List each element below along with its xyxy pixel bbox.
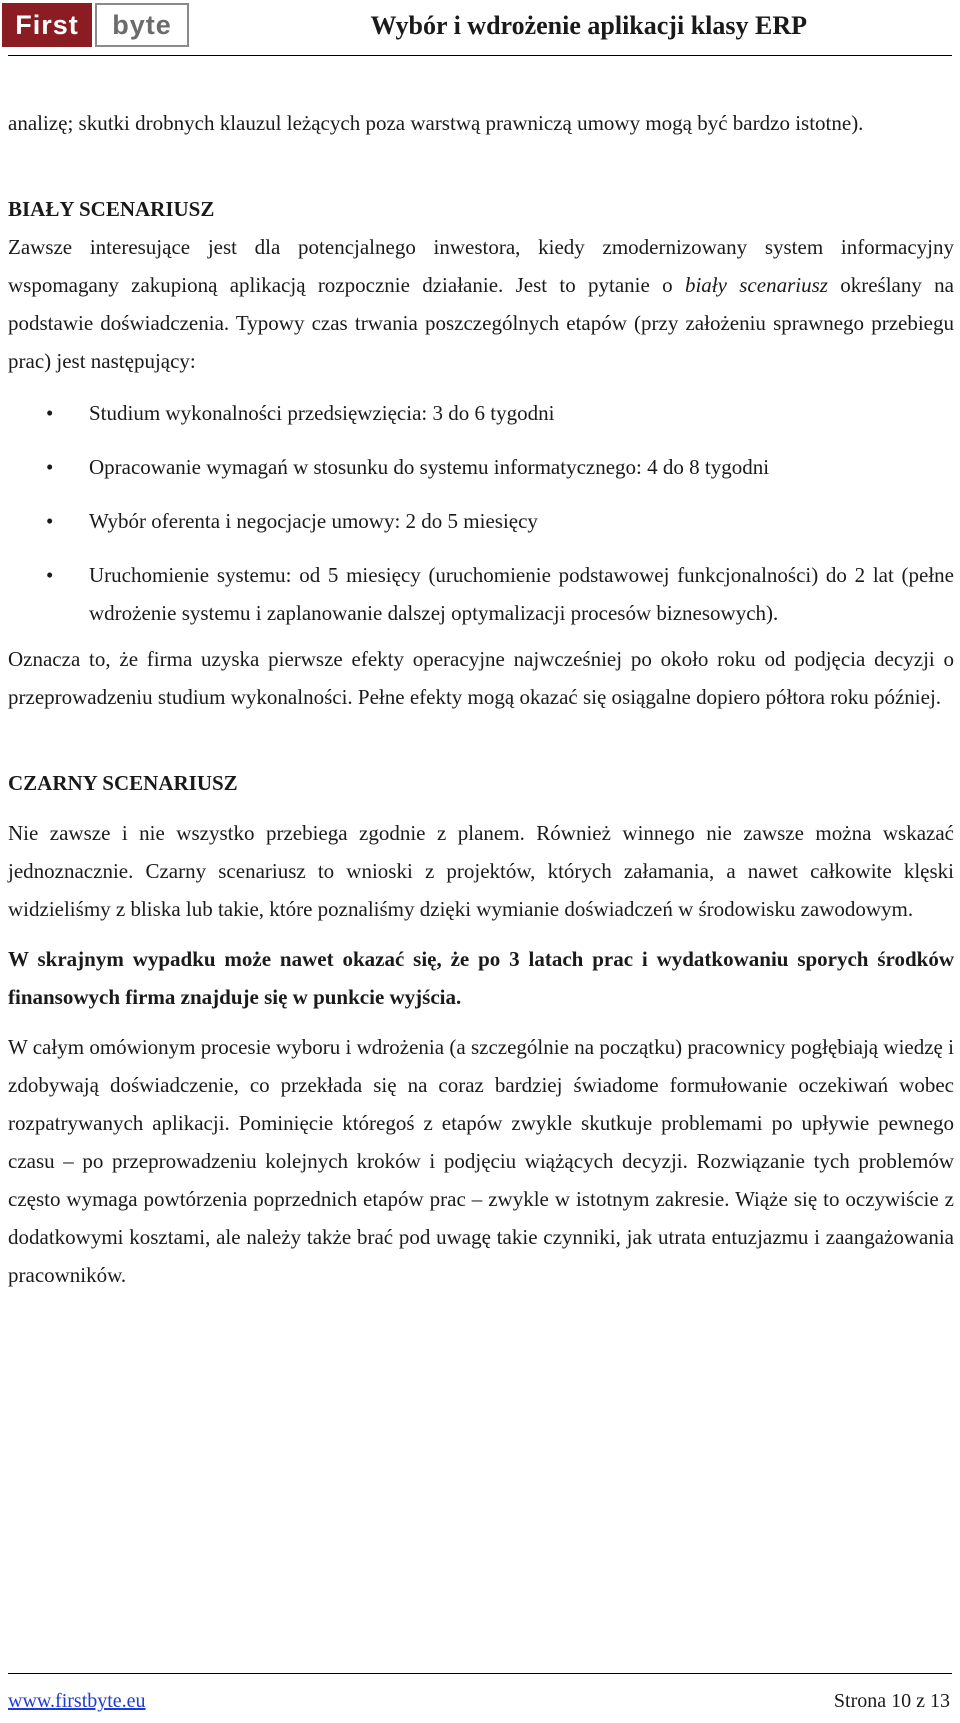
page-number: Strona 10 z 13 bbox=[833, 1690, 950, 1712]
footer-divider bbox=[8, 1673, 952, 1674]
logo-byte-block: byte bbox=[95, 3, 189, 47]
page-content bbox=[8, 104, 954, 1294]
bullet-icon: • bbox=[46, 509, 54, 533]
logo-first-block: First bbox=[2, 3, 92, 47]
document-title: Wybór i wdrożenie aplikacji klasy ERP bbox=[370, 11, 807, 40]
spacer bbox=[8, 142, 954, 190]
white-scenario-emphasis: biały scenariusz bbox=[684, 273, 828, 297]
list-item bbox=[8, 556, 954, 632]
white-scenario-paragraph bbox=[8, 228, 954, 380]
spacer bbox=[8, 380, 954, 394]
spacer bbox=[8, 928, 954, 940]
black-scenario-paragraph-1: Nie zawsze i nie wszystko przebiega zgodnie z planem. Również winnego nie zawsze można wskazać jednoznacznie. Czarny scenariusz to wnioski z projektów, których załamania, a nawet całkowite klęski widzieliśmy z bliska lub takie, które poznaliśmy dzięki wymianie doświadczeń w środowisku zawodowym. bbox=[8, 821, 954, 921]
white-scenario-text-b: określany na podstawie doświadczenia. Typowy czas trwania poszczególnych etapów (przy założeniu sprawnego przebiegu prac) jest następujący: bbox=[8, 273, 954, 373]
spacer bbox=[8, 1016, 954, 1028]
black-scenario-paragraph-2: W całym omówionym procesie wyboru i wdrożenia (a szczególnie na początku) pracownicy pogłębiają wiedzę i zdobywają doświadczenie, co przekłada się na coraz bardziej świadome formułowanie oczekiwań wobec rozpatrywanych aplikacji. Pominięcie któregoś z etapów zwykle skutkuje problemami po upływie pewnego czasu – po przeprowadzeniu kolejnych kroków i podjęciu wiążących decyzji. Rozwiązanie tych problemów często wymaga powtórzenia poprzednich etapów prac – zwykle w istotnym zakresie. Wiąże się to oczywiście z dodatkowymi kosztami, ale należy także brać pod uwagę takie czynniki, jak utrata entuzjazmu i zaangażowania pracowników. bbox=[8, 1035, 954, 1287]
list-item bbox=[8, 502, 954, 540]
white-scenario-text-a: Zawsze interesujące jest dla potencjalnego inwestora, kiedy zmodernizowany system informacyjny wspomagany zakupioną aplikacją rozpocznie działanie. Jest to pytanie o bbox=[8, 235, 954, 297]
header-divider bbox=[8, 55, 952, 56]
footer-website-link[interactable]: www.firstbyte.eu bbox=[8, 1690, 146, 1712]
list-item bbox=[8, 448, 954, 486]
bullet-icon: • bbox=[46, 401, 54, 425]
black-scenario-heading: CZARNY SCENARIUSZ bbox=[8, 771, 238, 795]
page-header bbox=[0, 0, 960, 58]
spacer bbox=[8, 716, 954, 764]
list-item-text: Uruchomienie systemu: od 5 miesięcy (uruchomienie podstawowej funkcjonalności) do 2 lat (pełne wdrożenie systemu i zaplanowanie dalszej optymalizacji procesów biznesowych). bbox=[89, 563, 954, 625]
bullet-icon: • bbox=[46, 563, 54, 587]
black-scenario-bold-paragraph: W skrajnym wypadku może nawet okazać się, że po 3 latach prac i wydatkowaniu sporych środków finansowych firma znajduje się w punkcie wyjścia. bbox=[8, 947, 954, 1009]
list-item-text: Studium wykonalności przedsięwzięcia: 3 do 6 tygodni bbox=[89, 401, 555, 425]
spacer bbox=[8, 802, 954, 814]
bullet-icon: • bbox=[46, 455, 54, 479]
white-scenario-heading: BIAŁY SCENARIUSZ bbox=[8, 197, 215, 221]
white-scenario-conclusion: Oznacza to, że firma uzyska pierwsze efekty operacyjne najwcześniej po około roku od podjęcia decyzji o przeprowadzeniu studium wykonalności. Pełne efekty mogą okazać się osiągalne dopiero półtora roku później. bbox=[8, 647, 954, 709]
intro-paragraph: analizę; skutki drobnych klauzul leżących poza warstwą prawniczą umowy mogą być bardzo istotne). bbox=[8, 111, 864, 135]
list-item-text: Wybór oferenta i negocjacje umowy: 2 do 5 miesięcy bbox=[89, 509, 538, 533]
spacer bbox=[8, 632, 954, 640]
firstbyte-logo bbox=[2, 3, 189, 47]
stage-duration-list bbox=[8, 394, 954, 632]
list-item-text: Opracowanie wymagań w stosunku do systemu informatycznego: 4 do 8 tygodni bbox=[89, 455, 770, 479]
list-item bbox=[8, 394, 954, 432]
